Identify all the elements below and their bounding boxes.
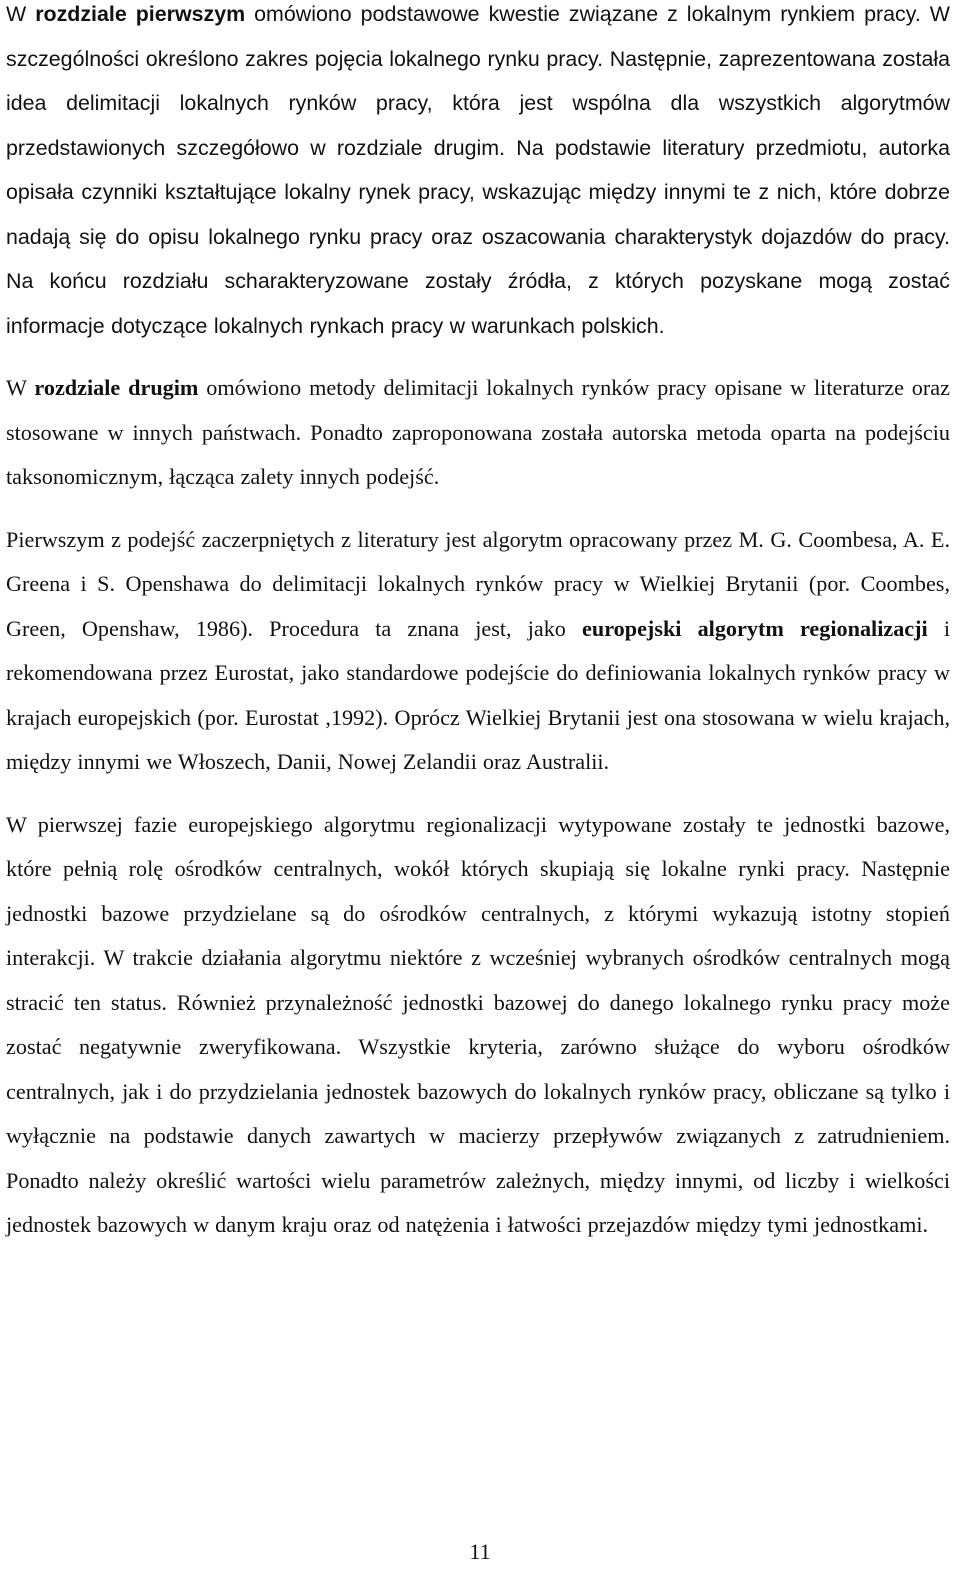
p2-body: omówiono metody delimitacji lokalnych rynków pracy opisane w literaturze oraz stosowane w innych państwach. Ponadto zaproponowana została autorska metoda oparta na podejściu taksonomicznym, łącząca zalety innych podejść. — [6, 375, 950, 489]
p1-chapter-reference: rozdziale pierwszym — [35, 2, 246, 26]
page-number: 11 — [469, 1539, 491, 1564]
paragraph-algorithm-phases: W pierwszej fazie europejskiego algorytmu regionalizacji wytypowane zostały te jednostki bazowe, które pełnią rolę ośrodków centralnych, wokół których skupiają się lokalne rynki pracy. Następnie jednostki bazowe przydzielane są do ośrodków centralnych, z którymi wykazują istotny stopień interakcji. W trakcie działania algorytmu niektóre z wcześniej wybranych ośrodków centralnych mogą stracić ten status. Również przynależność jednostki bazowej do danego lokalnego rynku pracy może zostać negatywnie zweryfikowana. Wszystkie kryteria, zarówno służące do wyboru ośrodków centralnych, jak i do przydzielania jednostek bazowych do lokalnych rynków pracy, obliczane są tylko i wyłącznie na podstawie danych zawartych w macierzy przepływów związanych z zatrudnieniem. Ponadto należy określić wartości wielu parametrów zależnych, między innymi, od liczby i wielkości jednostek bazowych w danym kraju oraz od natężenia i łatwości przejazdów między tymi jednostkami. — [6, 811, 950, 1237]
paragraph-chapter-one-summary — [6, 0, 950, 348]
paragraph-european-algorithm — [6, 518, 950, 785]
p1-body: omówiono podstawowe kwestie związane z lokalnym rynkiem pracy. W szczególności określono zakres pojęcia lokalnego rynku pracy. Następnie, zaprezentowana została idea delimitacji lokalnych rynków pracy, która jest wspólna dla wszystkich algorytmów przedstawionych szczegółowo w rozdziale drugim. Na podstawie literatury przedmiotu, autorka opisała czynniki kształtujące lokalny rynek pracy, wskazując między innymi te z nich, które dobrze nadają się do opisu lokalnego rynku pracy oraz oszacowania charakterystyk dojazdów do pracy. Na końcu rozdziału scharakteryzowane zostały źródła, z których pozyskane mogą zostać informacje dotyczące lokalnych rynkach pracy w warunkach polskich. — [6, 2, 950, 338]
document-page — [6, 0, 950, 1248]
p3-body: i rekomendowana przez Eurostat, jako standardowe podejście do definiowania lokalnych rynków pracy w krajach europejskich (por. Eurostat ,1992). Oprócz Wielkiej Brytanii jest ona stosowana w wielu krajach, między innymi we Włoszech, Danii, Nowej Zelandii oraz Australii. — [6, 615, 951, 774]
p2-chapter-reference: rozdziale drugim — [34, 375, 199, 400]
p3-algorithm-term: europejski algorytm regionalizacji — [582, 615, 928, 641]
p1-lead: W — [6, 2, 36, 26]
p3-lead: Pierwszym z podejść zaczerpniętych z literatury jest algorytm opracowany przez M. G. Coombesa, A. E. Greena i S. Openshawa do delimitacji lokalnych rynków pracy w Wielkiej Brytanii (por. Coombes, Green, Openshaw, 1986). Procedura ta znana jest, jako — [6, 526, 950, 641]
p2-lead: W — [6, 375, 35, 400]
paragraph-chapter-two-summary — [6, 366, 950, 500]
